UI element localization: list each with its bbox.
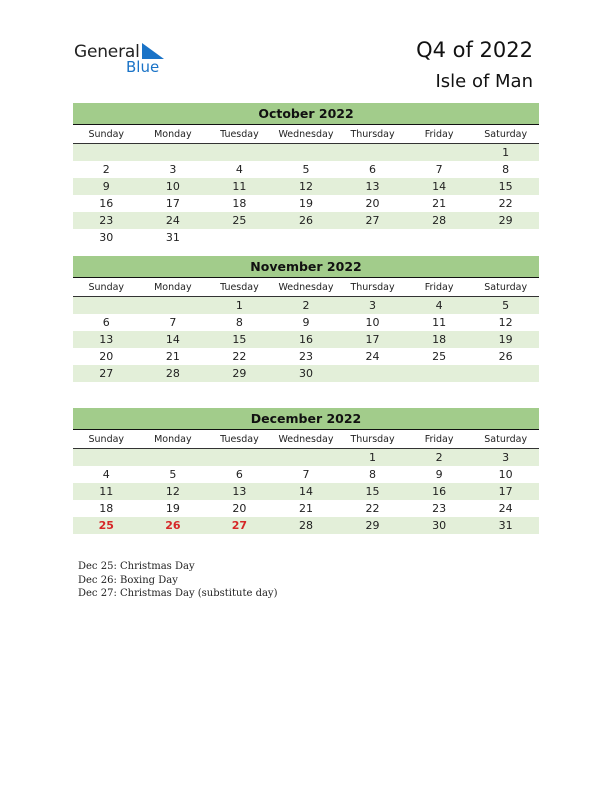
day-cell: 7 — [302, 468, 310, 481]
month-calendar — [73, 408, 539, 534]
day-cell: 21 — [298, 502, 313, 515]
day-cell: 1 — [369, 451, 377, 464]
page-title: Q4 of 2022 — [416, 38, 533, 62]
day-cell: 25 — [432, 350, 447, 363]
day-cell: 26 — [498, 350, 513, 363]
day-cell: 1 — [235, 299, 243, 312]
brand-blue-text: Blue — [126, 58, 160, 76]
page-subtitle: Isle of Man — [435, 71, 533, 92]
empty-day-cell — [472, 365, 539, 382]
day-cell: 22 — [232, 350, 247, 363]
day-cell: 23 — [298, 350, 313, 363]
day-cell: 3 — [502, 451, 510, 464]
day-cell: 19 — [298, 197, 313, 210]
week-row — [73, 212, 539, 229]
day-cell: 13 — [99, 333, 114, 346]
empty-day-cell — [206, 229, 273, 246]
week-row — [73, 331, 539, 348]
day-cell: 22 — [498, 197, 513, 210]
day-cell: 18 — [99, 502, 114, 515]
week-row — [73, 178, 539, 195]
week-row — [73, 348, 539, 365]
week-row — [73, 314, 539, 331]
day-cell: 31 — [165, 231, 180, 244]
empty-day-cell — [406, 144, 473, 161]
day-cell: 30 — [432, 519, 447, 532]
day-cell: 1 — [502, 146, 510, 159]
day-cell: 17 — [498, 485, 513, 498]
day-cell: 28 — [432, 214, 447, 227]
day-cell: 11 — [99, 485, 114, 498]
empty-day-cell — [206, 144, 273, 161]
day-cell: 15 — [365, 485, 380, 498]
weekday-label: Tuesday — [220, 434, 259, 445]
day-cell: 24 — [165, 214, 180, 227]
day-cell: 5 — [169, 468, 177, 481]
empty-day-cell — [140, 297, 207, 314]
day-cell: 4 — [235, 163, 243, 176]
day-cell: 14 — [298, 485, 313, 498]
day-cell: 30 — [298, 367, 313, 380]
weekday-label: Monday — [154, 129, 192, 140]
day-cell: 27 — [99, 367, 114, 380]
day-cell: 12 — [165, 485, 180, 498]
day-cell: 22 — [365, 502, 380, 515]
day-cell: 2 — [302, 299, 310, 312]
day-cell: 11 — [232, 180, 247, 193]
weekday-label: Wednesday — [278, 434, 334, 445]
day-cell: 12 — [298, 180, 313, 193]
day-cell: 19 — [165, 502, 180, 515]
day-cell: 25 — [232, 214, 247, 227]
day-cell: 7 — [169, 316, 177, 329]
empty-day-cell — [273, 144, 340, 161]
day-cell: 7 — [435, 163, 443, 176]
empty-day-cell — [406, 365, 473, 382]
weekday-label: Saturday — [484, 282, 528, 293]
empty-day-cell — [73, 144, 140, 161]
holiday-note: Dec 26: Boxing Day — [78, 574, 178, 586]
day-cell: 25 — [98, 519, 114, 532]
day-cell: 2 — [102, 163, 110, 176]
week-row — [73, 517, 539, 534]
weekday-header-row — [73, 280, 539, 297]
empty-day-cell — [339, 229, 406, 246]
day-cell: 8 — [502, 163, 510, 176]
day-cell: 14 — [432, 180, 447, 193]
empty-day-cell — [339, 144, 406, 161]
day-cell: 11 — [432, 316, 447, 329]
brand-triangle-icon — [142, 43, 164, 59]
empty-day-cell — [339, 365, 406, 382]
weekday-label: Thursday — [350, 282, 395, 293]
weekday-label: Sunday — [88, 434, 125, 445]
day-cell: 24 — [365, 350, 380, 363]
day-cell: 2 — [435, 451, 443, 464]
weekday-header-row — [73, 127, 539, 144]
week-row — [73, 466, 539, 483]
weekday-label: Sunday — [88, 282, 125, 293]
day-cell: 21 — [432, 197, 447, 210]
day-cell: 20 — [365, 197, 380, 210]
day-cell: 6 — [235, 468, 243, 481]
weekday-label: Monday — [154, 434, 192, 445]
week-row — [73, 195, 539, 212]
empty-day-cell — [273, 229, 340, 246]
week-row — [73, 161, 539, 178]
empty-day-cell — [273, 449, 340, 466]
weekday-label: Monday — [154, 282, 192, 293]
day-cell: 16 — [432, 485, 447, 498]
day-cell: 31 — [498, 519, 513, 532]
day-cell: 29 — [232, 367, 247, 380]
day-cell: 29 — [365, 519, 380, 532]
weekday-label: Sunday — [88, 129, 125, 140]
day-cell: 6 — [102, 316, 110, 329]
empty-day-cell — [206, 449, 273, 466]
month-title: November 2022 — [73, 256, 539, 278]
day-cell: 27 — [231, 519, 248, 532]
day-cell: 23 — [432, 502, 447, 515]
day-cell: 3 — [369, 299, 377, 312]
empty-day-cell — [140, 144, 207, 161]
weekday-label: Tuesday — [220, 282, 259, 293]
holiday-note: Dec 27: Christmas Day (substitute day) — [78, 588, 278, 599]
day-cell: 21 — [165, 350, 180, 363]
day-cell: 12 — [498, 316, 513, 329]
empty-day-cell — [406, 229, 473, 246]
weekday-header-row — [73, 432, 539, 449]
day-cell: 24 — [498, 502, 513, 515]
day-cell: 15 — [498, 180, 513, 193]
day-cell: 9 — [102, 180, 110, 193]
day-cell: 5 — [502, 299, 510, 312]
weekday-label: Saturday — [484, 129, 528, 140]
day-cell: 9 — [302, 316, 310, 329]
weekday-label: Wednesday — [278, 282, 334, 293]
empty-day-cell — [472, 229, 539, 246]
day-cell: 10 — [498, 468, 513, 481]
empty-day-cell — [73, 449, 140, 466]
day-cell: 26 — [165, 519, 181, 532]
day-cell: 23 — [99, 214, 114, 227]
day-cell: 3 — [169, 163, 177, 176]
month-title: October 2022 — [73, 103, 539, 125]
day-cell: 20 — [232, 502, 247, 515]
holiday-notes — [78, 560, 277, 601]
day-cell: 26 — [298, 214, 313, 227]
day-cell: 10 — [365, 316, 380, 329]
day-cell: 30 — [99, 231, 114, 244]
day-cell: 13 — [365, 180, 380, 193]
day-cell: 28 — [165, 367, 180, 380]
empty-day-cell — [73, 297, 140, 314]
week-row — [73, 365, 539, 382]
day-cell: 19 — [498, 333, 513, 346]
day-cell: 13 — [232, 485, 247, 498]
weekday-label: Thursday — [350, 129, 395, 140]
empty-day-cell — [140, 449, 207, 466]
weekday-label: Saturday — [484, 434, 528, 445]
weekday-label: Friday — [424, 434, 454, 445]
day-cell: 9 — [435, 468, 443, 481]
week-row — [73, 297, 539, 314]
day-cell: 14 — [165, 333, 180, 346]
week-row — [73, 449, 539, 466]
day-cell: 18 — [232, 197, 247, 210]
brand-logo — [74, 42, 174, 76]
holiday-note: Dec 25: Christmas Day — [78, 561, 195, 572]
day-cell: 16 — [298, 333, 313, 346]
weekday-label: Wednesday — [278, 129, 334, 140]
day-cell: 4 — [435, 299, 443, 312]
day-cell: 8 — [369, 468, 377, 481]
week-row — [73, 144, 539, 161]
brand-general-text: General — [74, 42, 140, 62]
month-title: December 2022 — [73, 408, 539, 430]
day-cell: 17 — [365, 333, 380, 346]
day-cell: 10 — [165, 180, 180, 193]
weekday-label: Tuesday — [220, 129, 259, 140]
day-cell: 16 — [99, 197, 114, 210]
weekday-label: Friday — [424, 129, 454, 140]
week-row — [73, 483, 539, 500]
week-row — [73, 229, 539, 246]
weekday-label: Friday — [424, 282, 454, 293]
day-cell: 4 — [102, 468, 110, 481]
day-cell: 29 — [498, 214, 513, 227]
day-cell: 18 — [432, 333, 447, 346]
day-cell: 20 — [99, 350, 114, 363]
month-calendar — [73, 103, 539, 246]
day-cell: 6 — [369, 163, 377, 176]
day-cell: 5 — [302, 163, 310, 176]
week-row — [73, 500, 539, 517]
day-cell: 8 — [235, 316, 243, 329]
month-calendar — [73, 256, 539, 382]
weekday-label: Thursday — [350, 434, 395, 445]
day-cell: 15 — [232, 333, 247, 346]
day-cell: 27 — [365, 214, 380, 227]
day-cell: 17 — [165, 197, 180, 210]
day-cell: 28 — [298, 519, 313, 532]
